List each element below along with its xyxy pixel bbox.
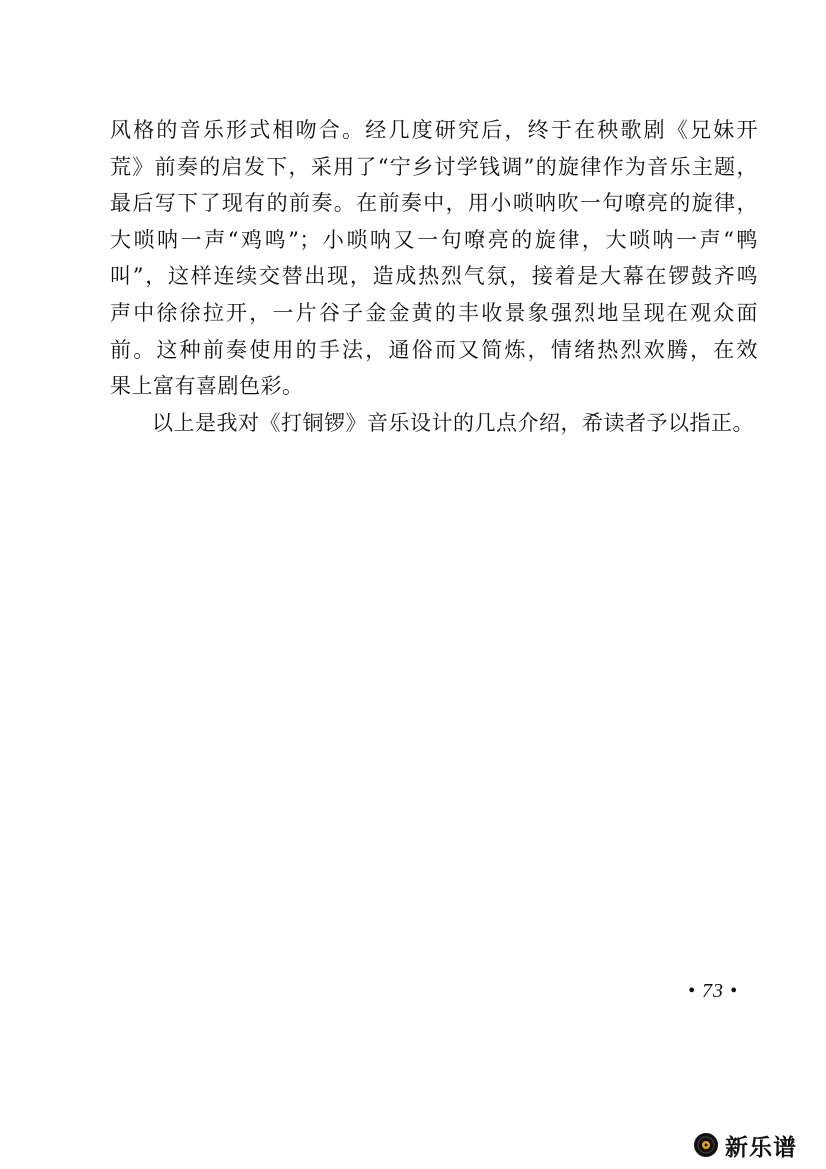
paragraph-line: 最后写下了现有的前奏。在前奏中，用小唢呐吹一句嘹亮的旋律， xyxy=(110,191,758,216)
closing-paragraph: 以上是我对《打铜锣》音乐设计的几点介绍，希读者予以指正。 xyxy=(152,410,754,435)
paragraph-line: 果上富有喜剧色彩。 xyxy=(110,374,304,399)
paragraph-line: 风格的音乐形式相吻合。经几度研究后，终于在秧歌剧《兄妹开 xyxy=(110,118,758,142)
watermark xyxy=(693,1128,797,1162)
body-text xyxy=(110,112,758,441)
paragraph-line: 大唢呐一声“鸡鸣”；小唢呐又一句嘹亮的旋律，大唢呐一声“鸭 xyxy=(110,227,758,252)
paragraph-line: 声中徐徐拉开，一片谷子金金黄的丰收景象强烈地呈现在观众面 xyxy=(110,300,758,325)
page-number: • 73 • xyxy=(688,980,739,1002)
watermark-text: 新乐谱 xyxy=(725,1134,797,1161)
paragraph-line: 前。这种前奏使用的手法，通俗而又简炼，情绪热烈欢腾，在效 xyxy=(110,337,758,362)
paragraph-line: 荒》前奏的启发下，采用了“宁乡讨学钱调”的旋律作为音乐主题， xyxy=(110,154,758,179)
music-disc-icon xyxy=(693,1132,719,1158)
paragraph-line: 叫”，这样连续交替出现，造成热烈气氛，接着是大幕在锣鼓齐鸣 xyxy=(110,264,758,289)
